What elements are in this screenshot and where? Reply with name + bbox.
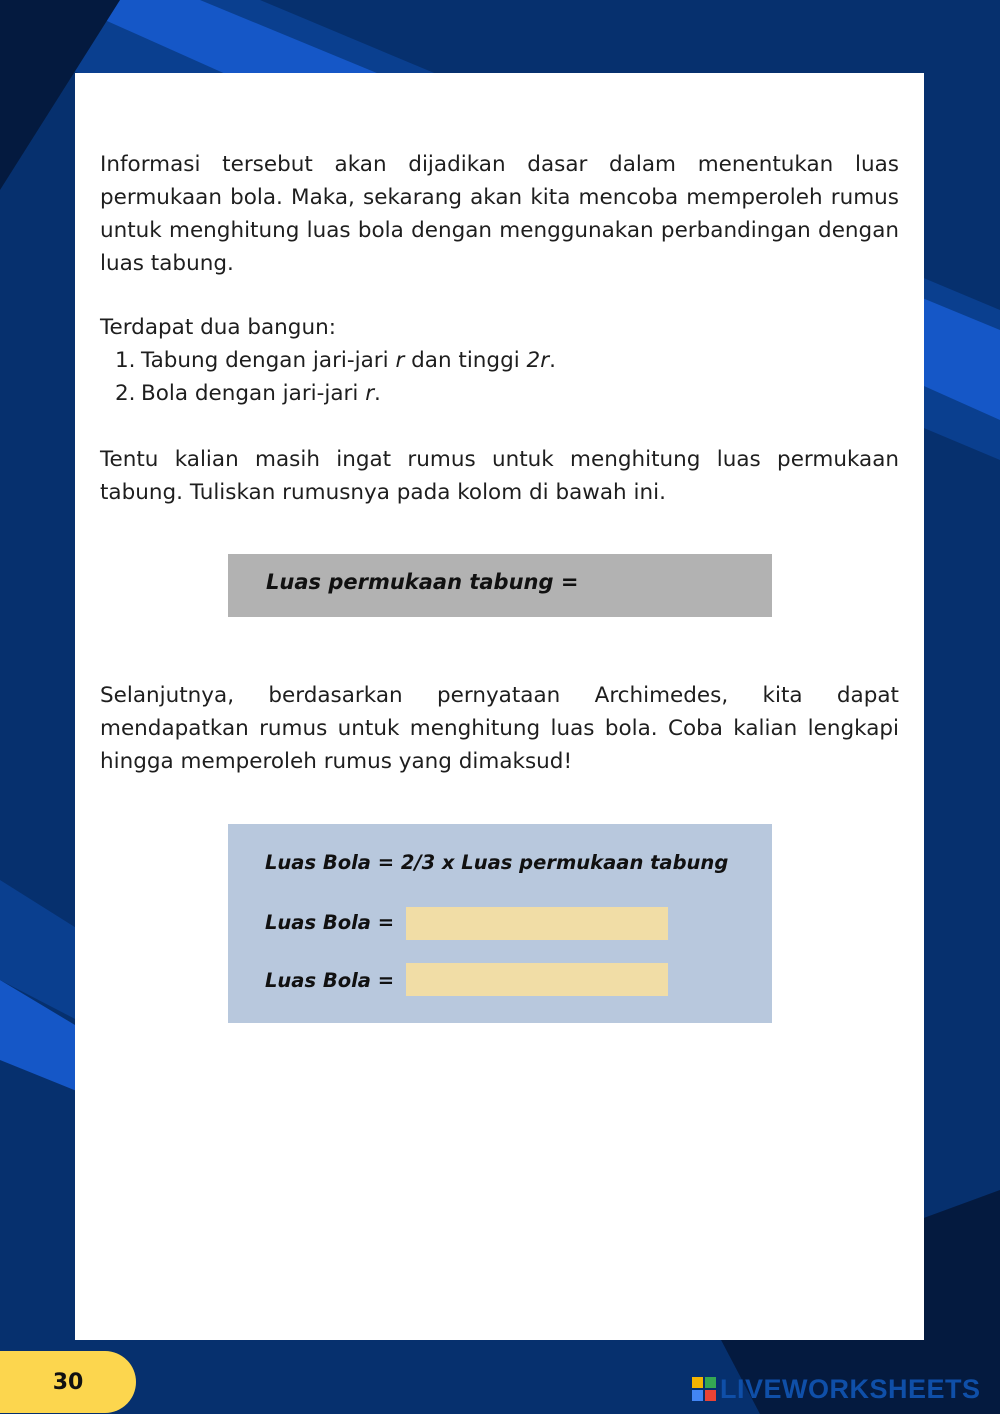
list-item (115, 377, 556, 410)
bola-formula-row1: Luas Bola = 2/3 x Luas permukaan tabung (265, 851, 729, 874)
next-paragraph: Selanjutnya, berdasarkan pernyataan Archimedes, kita dapat mendapatkan rumus untuk menghitung luas bola. Coba kalian lengkapi hingga memperoleh rumus yang dimaksud! (100, 683, 899, 774)
list-text-part: Tabung dengan jari-jari (141, 348, 396, 373)
worksheet-page (75, 73, 924, 1340)
tabung-formula-box[interactable] (228, 554, 772, 617)
list-text (141, 344, 556, 377)
list-text-part: dan tinggi (404, 348, 527, 373)
list-item (115, 344, 556, 377)
list-number: 2. (115, 381, 136, 406)
reminder-paragraph: Tentu kalian masih ingat rumus untuk menghitung luas permukaan tabung. Tuliskan rumusnya pada kolom di bawah ini. (100, 447, 899, 505)
list-text-part: . (374, 381, 381, 406)
variable-2r: 2r (526, 348, 550, 373)
liveworksheets-logo-icon (692, 1377, 716, 1401)
list-number: 1. (115, 348, 136, 373)
bola-answer-field-1[interactable] (406, 907, 668, 940)
shapes-list (115, 344, 556, 410)
shapes-heading: Terdapat dua bangun: (100, 315, 336, 340)
page-number-badge: 30 (0, 1351, 136, 1413)
variable-r: r (395, 348, 405, 373)
bola-formula-box (228, 824, 772, 1023)
variable-r: r (365, 381, 375, 406)
brand-text: LIVEWORKSHEETS (720, 1373, 981, 1404)
bola-answer-field-2[interactable] (406, 963, 668, 996)
list-text (141, 377, 381, 410)
liveworksheets-brand (692, 1375, 981, 1403)
bola-formula-row2-label: Luas Bola = (265, 911, 395, 934)
intro-paragraph: Informasi tersebut akan dijadikan dasar dalam menentukan luas permukaan bola. Maka, sekarang akan kita mencoba memperoleh rumus untuk menghitung luas bola dengan menggunakan perbandingan dengan luas tabung. (100, 152, 899, 276)
tabung-formula-label: Luas permukaan tabung = (266, 570, 579, 594)
list-text-part: Bola dengan jari-jari (141, 381, 366, 406)
bola-formula-row3-label: Luas Bola = (265, 969, 395, 992)
list-text-part: . (549, 348, 556, 373)
